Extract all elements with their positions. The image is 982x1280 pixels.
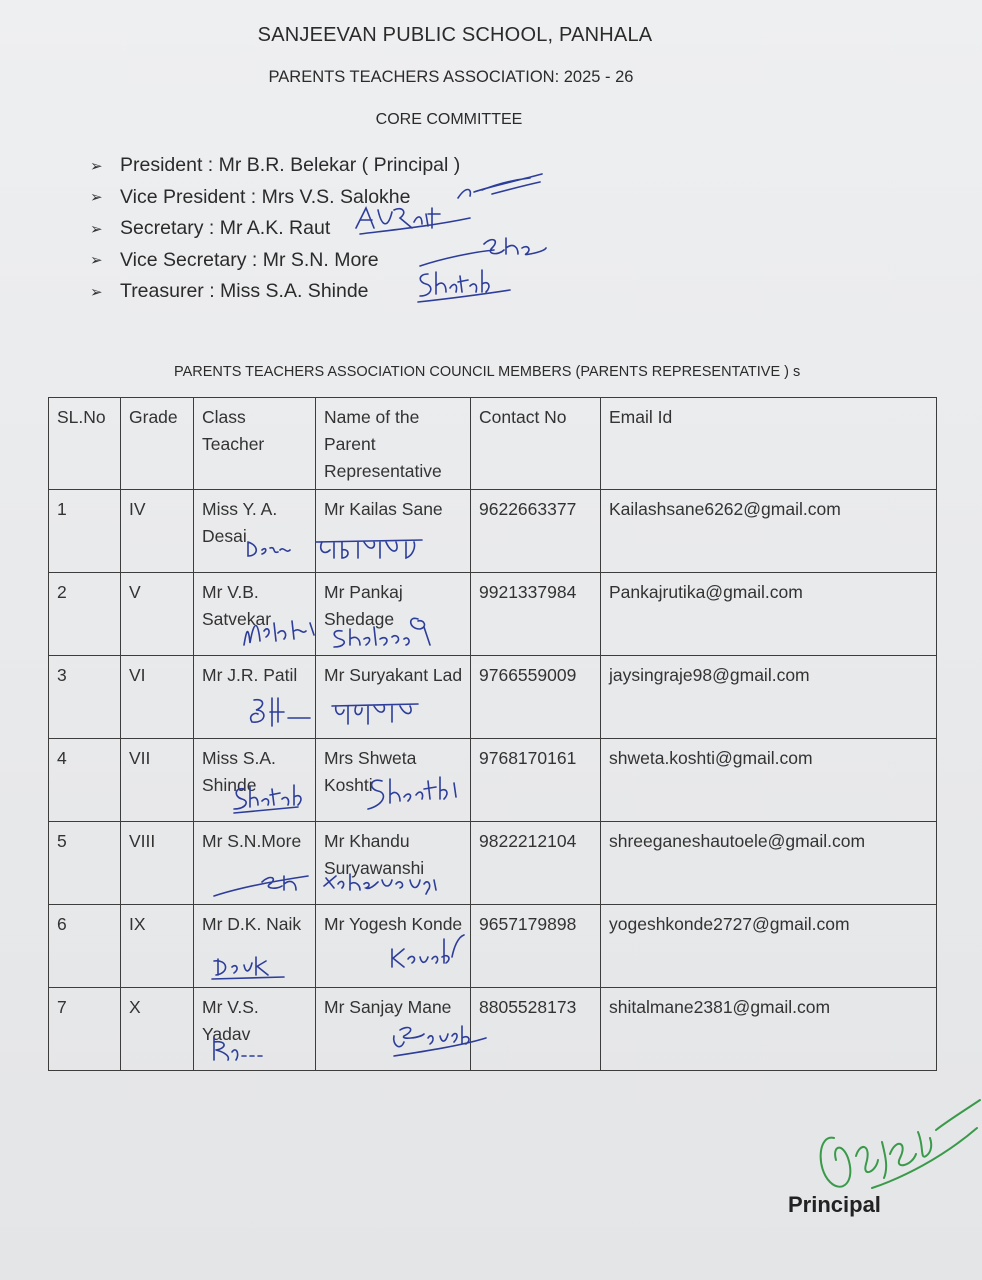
council-members-table <box>48 397 937 1071</box>
cell-email: Pankajrutika@gmail.com <box>601 573 937 656</box>
teacher-signature <box>244 692 314 730</box>
arrow-bullet-icon: ➢ <box>90 189 103 207</box>
cell-email: shreeganeshautoele@gmail.com <box>601 822 937 905</box>
school-name: SANJEEVAN PUBLIC SCHOOL, PANHALA <box>257 24 653 46</box>
cell-email: jaysingraje98@gmail.com <box>601 656 937 739</box>
teacher-signature <box>208 951 288 981</box>
cell-class-teacher: Miss Y. A. Desai <box>194 490 316 573</box>
cell-parent-representative: Mr Sanjay Mane <box>316 988 471 1071</box>
cell-contact-no: 9622663377 <box>471 490 601 573</box>
list-item <box>90 182 460 214</box>
principal-signature <box>812 1098 982 1198</box>
cell-email: shitalmane2381@gmail.com <box>601 988 937 1071</box>
cell-class-teacher: Mr D.K. Naik <box>194 905 316 988</box>
teacher-signature <box>208 862 318 900</box>
teacher-signature <box>244 536 294 560</box>
cell-class-teacher: Mr V.B. Satvekar <box>194 573 316 656</box>
table-row <box>49 739 937 822</box>
cell-contact-no: 9921337984 <box>471 573 601 656</box>
header-grade: Grade <box>121 398 194 490</box>
parent-signature <box>360 769 470 815</box>
header-email-id: Email Id <box>601 398 937 490</box>
cell-sl-no: 3 <box>49 656 121 739</box>
cell-parent-representative: Mr Suryakant Lad <box>316 656 471 739</box>
cell-contact-no: 9822212104 <box>471 822 601 905</box>
role-vice-president: Vice President : Mrs V.S. Salokhe <box>120 185 411 208</box>
role-secretary: Secretary : Mr A.K. Raut <box>120 217 331 240</box>
principal-label: Principal <box>788 1192 881 1217</box>
header-class-teacher: Class Teacher <box>194 398 316 490</box>
arrow-bullet-icon: ➢ <box>90 283 103 301</box>
cell-grade: IV <box>121 490 194 573</box>
cell-grade: VIII <box>121 822 194 905</box>
header-contact-no: Contact No <box>471 398 601 490</box>
cell-parent-representative: Mr Pankaj Shedage <box>316 573 471 656</box>
parent-signature <box>330 700 420 730</box>
cell-class-teacher: Mr S.N.More <box>194 822 316 905</box>
list-item <box>90 276 460 308</box>
cell-sl-no: 1 <box>49 490 121 573</box>
cell-sl-no: 6 <box>49 905 121 988</box>
cell-sl-no: 7 <box>49 988 121 1071</box>
cell-contact-no: 9657179898 <box>471 905 601 988</box>
cell-sl-no: 4 <box>49 739 121 822</box>
role-president: President : Mr B.R. Belekar ( Principal ) <box>120 154 461 177</box>
table-row <box>49 573 937 656</box>
role-treasurer: Treasurer : Miss S.A. Shinde <box>120 280 369 303</box>
cell-class-teacher: Mr J.R. Patil <box>194 656 316 739</box>
cell-grade: IX <box>121 905 194 988</box>
role-vice-secretary: Vice Secretary : Mr S.N. More <box>120 248 379 271</box>
cell-grade: V <box>121 573 194 656</box>
list-item <box>90 150 460 182</box>
association-title: PARENTS TEACHERS ASSOCIATION: 2025 - 26 <box>268 68 634 86</box>
table-row <box>49 905 937 988</box>
table-row <box>49 656 937 739</box>
table-row <box>49 988 937 1071</box>
cell-email: Kailashsane6262@gmail.com <box>601 490 937 573</box>
cell-sl-no: 5 <box>49 822 121 905</box>
cell-parent-representative: Mr Yogesh Konde <box>316 905 471 988</box>
cell-parent-representative: Mr Khandu Suryawanshi <box>316 822 471 905</box>
cell-grade: VI <box>121 656 194 739</box>
parent-signature <box>314 536 424 562</box>
cell-sl-no: 2 <box>49 573 121 656</box>
cell-parent-representative: Mrs Shweta Koshti <box>316 739 471 822</box>
header-parent-representative: Name of the Parent Representative <box>316 398 471 490</box>
list-item <box>90 245 460 277</box>
header-sl-no: SL.No <box>49 398 121 490</box>
cell-class-teacher: Miss S.A. Shinde <box>194 739 316 822</box>
cell-grade: X <box>121 988 194 1071</box>
cell-email: shweta.koshti@gmail.com <box>601 739 937 822</box>
core-committee-list <box>90 150 460 308</box>
core-committee-heading: CORE COMMITTEE <box>375 111 523 128</box>
list-item <box>90 213 460 245</box>
signature-vice-president <box>452 168 547 208</box>
cell-class-teacher: Mr V.S. Yadav <box>194 988 316 1071</box>
cell-contact-no: 8805528173 <box>471 988 601 1071</box>
cell-grade: VII <box>121 739 194 822</box>
council-section-title: PARENTS TEACHERS ASSOCIATION COUNCIL MEMBERS (PARENTS REPRESENTATIVE ) s <box>174 364 801 380</box>
cell-email: yogeshkonde2727@gmail.com <box>601 905 937 988</box>
cell-contact-no: 9768170161 <box>471 739 601 822</box>
cell-parent-representative: Mr Kailas Sane <box>316 490 471 573</box>
table-row <box>49 490 937 573</box>
table-header-row <box>49 398 937 490</box>
arrow-bullet-icon: ➢ <box>90 252 103 270</box>
table-row <box>49 822 937 905</box>
cell-contact-no: 9766559009 <box>471 656 601 739</box>
arrow-bullet-icon: ➢ <box>90 157 103 175</box>
arrow-bullet-icon: ➢ <box>90 220 103 238</box>
